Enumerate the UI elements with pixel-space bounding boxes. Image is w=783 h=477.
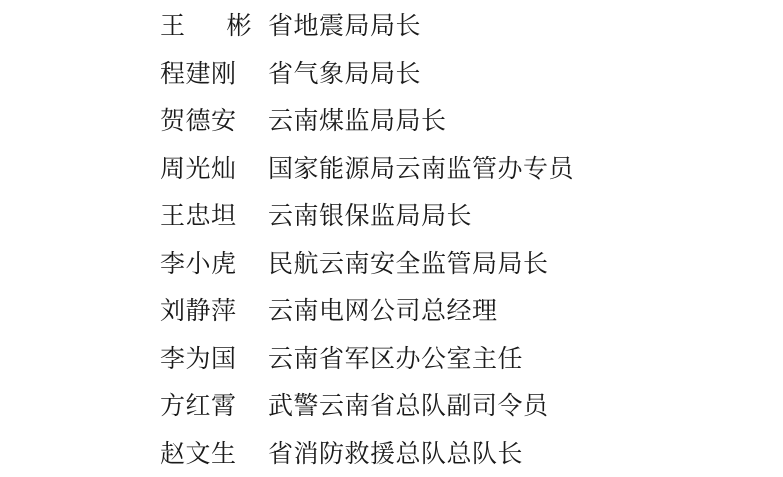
person-name: 贺德安 xyxy=(160,97,268,145)
person-title: 省消防救援总队总队长 xyxy=(268,430,523,477)
person-title: 云南银保监局局长 xyxy=(268,192,472,240)
person-title: 武警云南省总队副司令员 xyxy=(268,382,549,430)
roster-row xyxy=(160,430,783,477)
person-name: 刘静萍 xyxy=(160,287,268,335)
person-name: 赵文生 xyxy=(160,430,268,477)
roster-row xyxy=(160,382,783,430)
person-name: 方红霄 xyxy=(160,382,268,430)
person-title: 云南电网公司总经理 xyxy=(268,287,498,335)
roster-row xyxy=(160,97,783,145)
roster-row xyxy=(160,240,783,288)
roster-row xyxy=(160,50,783,98)
person-title: 省气象局局长 xyxy=(268,50,421,98)
roster-row xyxy=(160,192,783,240)
person-name: 王忠坦 xyxy=(160,192,268,240)
person-name: 李小虎 xyxy=(160,240,268,288)
person-name: 周光灿 xyxy=(160,145,268,193)
person-title: 国家能源局云南监管办专员 xyxy=(268,145,574,193)
person-title: 云南省军区办公室主任 xyxy=(268,335,523,383)
person-name: 王 彬 xyxy=(160,2,268,50)
person-title: 省地震局局长 xyxy=(268,2,421,50)
person-name: 李为国 xyxy=(160,335,268,383)
roster-row xyxy=(160,287,783,335)
roster-row xyxy=(160,335,783,383)
roster-row xyxy=(160,2,783,50)
roster-row xyxy=(160,145,783,193)
person-title: 民航云南安全监管局局长 xyxy=(268,240,549,288)
person-name: 程建刚 xyxy=(160,50,268,98)
person-title: 云南煤监局局长 xyxy=(268,97,447,145)
